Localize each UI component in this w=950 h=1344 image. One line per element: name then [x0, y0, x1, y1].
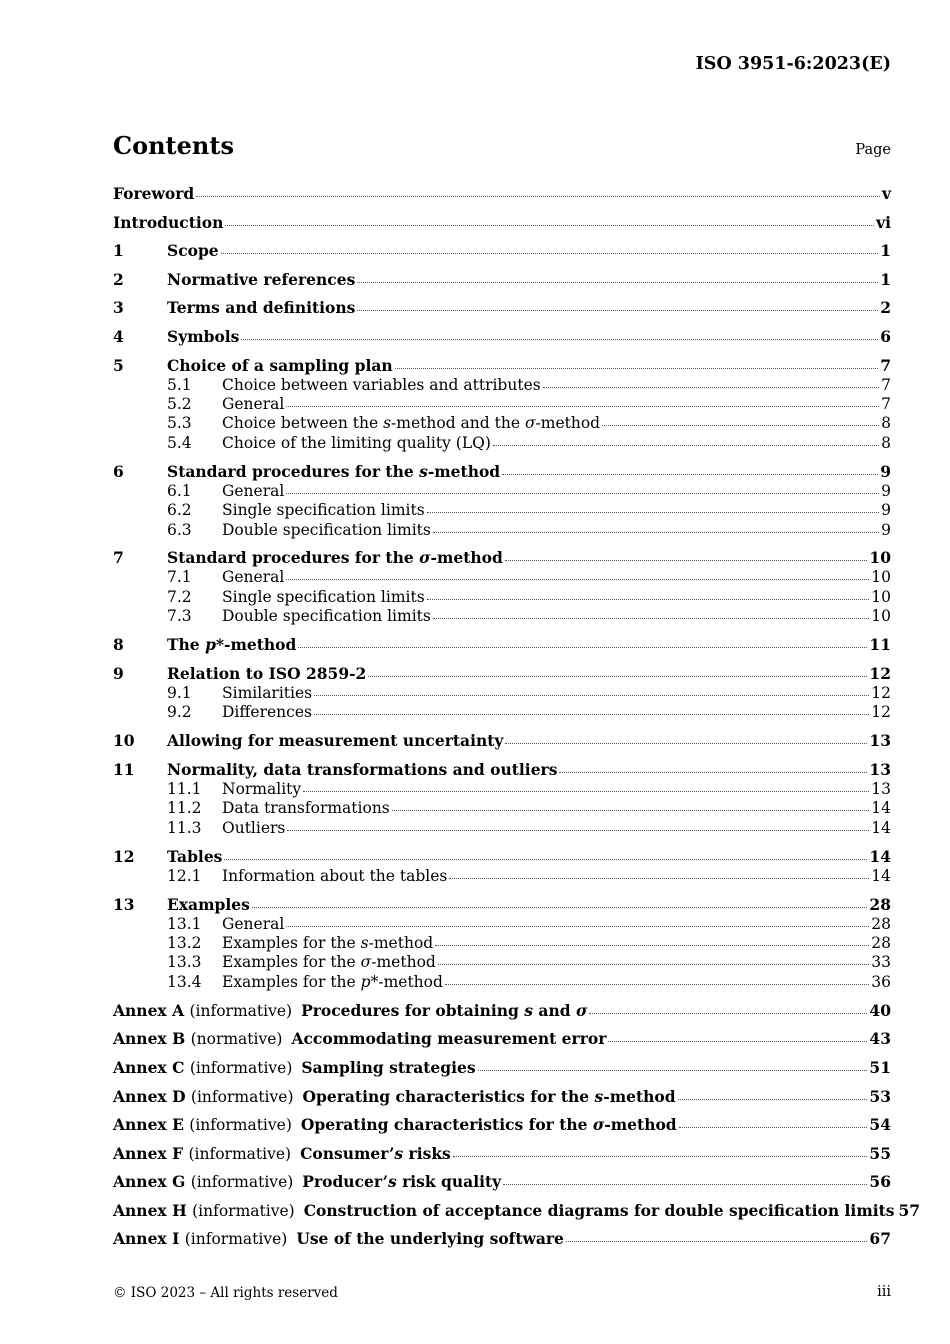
toc-entry[interactable]: [113, 760, 891, 780]
toc-entry-page: 9: [881, 481, 891, 500]
toc-annex-title: [113, 1172, 501, 1192]
dot-leader: [449, 877, 869, 879]
dot-leader: [368, 675, 867, 677]
toc-entry-page: 9: [881, 520, 891, 539]
toc-subentry[interactable]: [113, 819, 891, 838]
toc-entry-number: 13.4: [167, 972, 202, 991]
annex-type: (informative): [188, 1144, 292, 1163]
dot-leader: [196, 195, 880, 197]
dot-leader: [225, 224, 874, 226]
dot-leader: [445, 983, 869, 985]
toc-entry[interactable]: [113, 635, 891, 655]
toc-subentry[interactable]: [113, 915, 891, 934]
toc-annex-entry[interactable]: [113, 1001, 891, 1021]
toc-entry-number: 8: [113, 635, 124, 655]
toc-entry-page: 28: [871, 914, 891, 933]
toc-annex-title: [113, 1201, 895, 1221]
annex-type: (informative): [189, 1001, 293, 1020]
toc-entry-page: 56: [869, 1172, 891, 1192]
toc-entry-title: Double specification limits: [222, 607, 431, 626]
toc-entry-title: The p*-method: [167, 635, 297, 655]
toc-entry-title: Data transformations: [222, 799, 390, 818]
dot-leader: [493, 444, 879, 446]
toc-subentry[interactable]: [113, 867, 891, 886]
toc-entry[interactable]: [113, 462, 891, 482]
dot-leader: [298, 646, 867, 648]
toc-entry-page: 28: [871, 933, 891, 952]
toc-entry-number: 9.2: [167, 703, 192, 722]
toc-entry-title: Information about the tables: [222, 866, 448, 885]
toc-entry-title: Tables: [167, 846, 223, 866]
toc-entry-page: 43: [869, 1029, 891, 1049]
toc-annex-title: [113, 1229, 564, 1249]
toc-entry-page: 1: [880, 241, 891, 261]
toc-entry-page: 12: [871, 703, 891, 722]
toc-entry-title: General: [222, 914, 285, 933]
toc-entry-title: Relation to ISO 2859-2: [167, 663, 367, 683]
toc-entry-page: 14: [871, 866, 891, 885]
toc-annex-title: [113, 1058, 476, 1078]
dot-leader: [503, 1183, 867, 1185]
annex-type: (normative): [190, 1030, 283, 1049]
toc-subentry[interactable]: [113, 684, 891, 703]
toc-annex-entry[interactable]: [113, 1058, 891, 1078]
annex-title: Consumer’s risks: [300, 1143, 451, 1163]
toc-entry-title: Choice of a sampling plan: [167, 355, 393, 375]
toc-entry-number: 11.1: [167, 779, 202, 798]
toc-entry-page: 13: [871, 779, 891, 798]
toc-entry-title: Choice of the limiting quality (LQ): [222, 433, 491, 452]
toc-entry-page: 10: [871, 587, 891, 606]
toc-annex-title: [113, 1001, 587, 1021]
dot-leader: [427, 598, 870, 600]
toc-entry-title: Standard procedures for the s-method: [167, 461, 501, 481]
toc-annex-title: [113, 1115, 677, 1135]
toc-subentry[interactable]: [113, 953, 891, 972]
toc-entry-title: Terms and definitions: [167, 298, 356, 318]
toc-entry-title: Introduction: [113, 212, 224, 232]
dot-leader: [433, 531, 879, 533]
toc-subentry[interactable]: [113, 395, 891, 414]
dot-leader: [314, 694, 869, 696]
dot-leader: [602, 424, 879, 426]
toc-entry-number: 3: [113, 298, 124, 318]
toc-entry[interactable]: [113, 213, 891, 233]
table-of-contents: [113, 184, 921, 1249]
toc-entry-title: Examples for the p*-method: [222, 972, 443, 991]
toc-entry[interactable]: [113, 895, 891, 915]
toc-subentry[interactable]: [113, 568, 891, 587]
toc-annex-entry[interactable]: [113, 1172, 891, 1192]
toc-entry-number: 4: [113, 326, 124, 346]
dot-leader: [433, 617, 869, 619]
toc-entry-page: 10: [869, 548, 891, 568]
toc-entry-page: 33: [871, 953, 891, 972]
toc-entry-page: 14: [871, 799, 891, 818]
annex-label: Annex I: [113, 1229, 180, 1249]
toc-entry-title: Differences: [222, 703, 312, 722]
toc-entry[interactable]: [113, 327, 891, 347]
toc-entry-title: Symbols: [167, 326, 240, 346]
toc-entry-title: Normality, data transformations and outliers: [167, 759, 558, 779]
toc-entry-page: 14: [869, 846, 891, 866]
toc-subentry[interactable]: [113, 973, 891, 992]
toc-entry-title: Single specification limits: [222, 501, 425, 520]
toc-annex-title: [113, 1029, 606, 1049]
annex-label: Annex C: [113, 1057, 185, 1077]
toc-entry-number: 13.2: [167, 933, 202, 952]
toc-subentry[interactable]: [113, 799, 891, 818]
toc-entry-page: 13: [869, 731, 891, 751]
dot-leader: [543, 386, 879, 388]
toc-entry-number: 7.3: [167, 607, 192, 626]
toc-subentry[interactable]: [113, 376, 891, 395]
dot-leader: [678, 1098, 868, 1100]
toc-entry-number: 11.3: [167, 818, 202, 837]
toc-entry-page: 55: [869, 1143, 891, 1163]
toc-entry-page: 57: [898, 1200, 921, 1220]
dot-leader: [221, 252, 879, 254]
annex-title: Use of the underlying software: [296, 1229, 564, 1249]
toc-entry-title: Single specification limits: [222, 587, 425, 606]
toc-entry-page: vi: [876, 212, 891, 232]
toc-entry[interactable]: [113, 184, 891, 204]
dot-leader: [287, 829, 869, 831]
annex-label: Annex E: [113, 1115, 184, 1135]
toc-entry-page: 7: [881, 375, 891, 394]
toc-entry-page: 12: [869, 663, 891, 683]
toc-annex-entry[interactable]: [113, 1144, 891, 1164]
toc-entry[interactable]: [113, 664, 891, 684]
dot-leader: [252, 906, 868, 908]
toc-entry[interactable]: [113, 270, 891, 290]
annex-label: Annex D: [113, 1086, 186, 1106]
toc-entry-page: 10: [871, 568, 891, 587]
toc-annex-entry[interactable]: [113, 1087, 891, 1107]
dot-leader: [559, 771, 867, 773]
toc-subentry[interactable]: [113, 482, 891, 501]
toc-entry-title: Scope: [167, 241, 219, 261]
toc-entry-title: Standard procedures for the σ-method: [167, 548, 503, 568]
toc-entry-number: 13: [113, 894, 135, 914]
toc-entry-page: 67: [869, 1229, 891, 1249]
toc-entry[interactable]: [113, 298, 891, 318]
toc-entry-page: 28: [869, 894, 891, 914]
toc-entry-number: 9: [113, 663, 124, 683]
annex-label: Annex G: [113, 1172, 186, 1192]
toc-entry-page: 13: [869, 759, 891, 779]
toc-entry-page: 7: [880, 355, 891, 375]
toc-entry-number: 12.1: [167, 866, 202, 885]
annex-type: (informative): [184, 1230, 288, 1249]
annex-title: Construction of acceptance diagrams for double specification limits: [303, 1200, 895, 1220]
annex-title: Sampling strategies: [301, 1057, 476, 1077]
toc-entry-title: Allowing for measurement uncertainty: [167, 731, 504, 751]
toc-subentry[interactable]: [113, 414, 891, 433]
page-column-label: Page: [855, 142, 891, 158]
dot-leader: [286, 405, 879, 407]
page-number: iii: [877, 1284, 891, 1300]
toc-subentry[interactable]: [113, 934, 891, 953]
toc-entry-number: 5.2: [167, 394, 192, 413]
toc-entry[interactable]: [113, 548, 891, 568]
toc-annex-title: [113, 1144, 451, 1164]
toc-entry-title: General: [222, 394, 285, 413]
dot-leader: [453, 1155, 868, 1157]
toc-entry-number: 5.1: [167, 375, 192, 394]
toc-entry-page: 6: [880, 326, 891, 346]
toc-entry-number: 5.4: [167, 433, 192, 452]
toc-entry-number: 12: [113, 846, 135, 866]
annex-title: Procedures for obtaining s and σ: [301, 1000, 588, 1020]
toc-entry-page: 11: [869, 635, 891, 655]
toc-subentry[interactable]: [113, 780, 891, 799]
toc-entry-page: 12: [871, 683, 891, 702]
annex-title: Accommodating measurement error: [291, 1029, 607, 1049]
toc-entry-title: Foreword: [113, 184, 195, 203]
dot-leader: [241, 338, 878, 340]
document-id: ISO 3951-6:2023(E): [695, 54, 891, 74]
toc-entry-number: 5.3: [167, 414, 192, 433]
dot-leader: [505, 742, 867, 744]
toc-entry-number: 2: [113, 269, 124, 289]
contents-heading: Contents: [113, 131, 234, 160]
toc-entry-title: Choice between the s-method and the σ-method: [222, 414, 601, 433]
copyright-notice: © ISO 2023 – All rights reserved: [113, 1285, 338, 1301]
toc-entry-page: 53: [869, 1086, 891, 1106]
toc-subentry[interactable]: [113, 521, 891, 540]
annex-label: Annex F: [113, 1143, 184, 1163]
annex-label: Annex B: [113, 1029, 186, 1049]
toc-entry-page: 8: [881, 433, 891, 452]
dot-leader: [679, 1126, 868, 1128]
toc-entry-title: Examples for the σ-method: [222, 953, 436, 972]
toc-entry-title: General: [222, 481, 285, 500]
toc-subentry[interactable]: [113, 703, 891, 722]
dot-leader: [314, 713, 869, 715]
toc-entry-title: Normative references: [167, 269, 356, 289]
annex-type: (informative): [190, 1173, 294, 1192]
toc-entry[interactable]: [113, 847, 891, 867]
toc-entry-number: 6.3: [167, 520, 192, 539]
toc-subentry[interactable]: [113, 588, 891, 607]
toc-annex-entry[interactable]: [113, 1029, 891, 1049]
annex-type: (informative): [192, 1201, 295, 1220]
annex-title: Producer’s risk quality: [302, 1172, 502, 1192]
dot-leader: [303, 790, 869, 792]
annex-label: Annex H: [113, 1200, 187, 1220]
annex-type: (informative): [189, 1116, 292, 1135]
toc-entry-page: 14: [871, 818, 891, 837]
toc-entry-page: 36: [871, 972, 891, 991]
toc-entry-title: General: [222, 568, 285, 587]
dot-leader: [478, 1069, 868, 1071]
toc-entry-number: 7: [113, 548, 124, 568]
toc-entry-page: 51: [869, 1057, 891, 1077]
toc-entry[interactable]: [113, 731, 891, 751]
toc-annex-entry[interactable]: [113, 1115, 891, 1135]
dot-leader: [566, 1240, 868, 1242]
toc-entry-number: 6.1: [167, 481, 192, 500]
toc-entry-page: 40: [869, 1000, 891, 1020]
dot-leader: [392, 809, 870, 811]
annex-type: (informative): [190, 1087, 294, 1106]
annex-label: Annex A: [113, 1000, 185, 1020]
toc-entry-title: Choice between variables and attributes: [222, 375, 541, 394]
toc-entry-title: Similarities: [222, 683, 313, 702]
toc-subentry[interactable]: [113, 434, 891, 453]
toc-entry-page: 9: [880, 461, 891, 481]
dot-leader: [357, 309, 878, 311]
annex-type: (informative): [189, 1058, 293, 1077]
toc-entry-page: 10: [871, 607, 891, 626]
dot-leader: [395, 367, 879, 369]
toc-annex-title: [113, 1087, 676, 1107]
toc-entry-number: 1: [113, 241, 124, 261]
toc-entry-number: 13.3: [167, 953, 202, 972]
annex-title: Operating characteristics for the σ-method: [300, 1115, 677, 1135]
toc-entry-number: 9.1: [167, 683, 192, 702]
dot-leader: [286, 925, 869, 927]
toc-annex-entry[interactable]: [113, 1229, 891, 1249]
dot-leader: [608, 1040, 867, 1042]
dot-leader: [505, 559, 868, 561]
toc-entry-title: Examples for the s-method: [222, 933, 434, 952]
toc-entry-page: 8: [881, 414, 891, 433]
annex-title: Operating characteristics for the s-method: [302, 1086, 676, 1106]
toc-entry-title: Examples: [167, 894, 250, 914]
toc-entry-number: 11.2: [167, 799, 202, 818]
dot-leader: [357, 281, 878, 283]
toc-subentry[interactable]: [113, 501, 891, 520]
toc-entry-number: 7.2: [167, 587, 192, 606]
dot-leader: [435, 944, 869, 946]
dot-leader: [224, 858, 867, 860]
toc-entry-page: 54: [869, 1115, 891, 1135]
toc-entry-title: Normality: [222, 779, 302, 798]
toc-entry-page: 2: [880, 298, 891, 318]
dot-leader: [438, 963, 869, 965]
toc-annex-entry[interactable]: [113, 1200, 921, 1221]
toc-entry-page: 7: [881, 394, 891, 413]
dot-leader: [589, 1012, 867, 1014]
dot-leader: [502, 473, 878, 475]
dot-leader: [286, 578, 869, 580]
toc-entry-number: 6.2: [167, 501, 192, 520]
toc-entry-number: 7.1: [167, 568, 192, 587]
toc-entry-number: 6: [113, 461, 124, 481]
dot-leader: [286, 492, 879, 494]
toc-entry-page: 1: [880, 269, 891, 289]
toc-entry[interactable]: [113, 241, 891, 261]
toc-entry-title: Double specification limits: [222, 520, 431, 539]
toc-entry-number: 5: [113, 355, 124, 375]
toc-entry[interactable]: [113, 356, 891, 376]
dot-leader: [427, 511, 879, 513]
toc-entry-number: 10: [113, 731, 135, 751]
toc-entry-page: 9: [881, 501, 891, 520]
toc-entry-number: 13.1: [167, 914, 202, 933]
toc-entry-number: 11: [113, 759, 135, 779]
toc-entry-page: v: [881, 184, 891, 203]
toc-subentry[interactable]: [113, 607, 891, 626]
toc-entry-title: Outliers: [222, 818, 286, 837]
